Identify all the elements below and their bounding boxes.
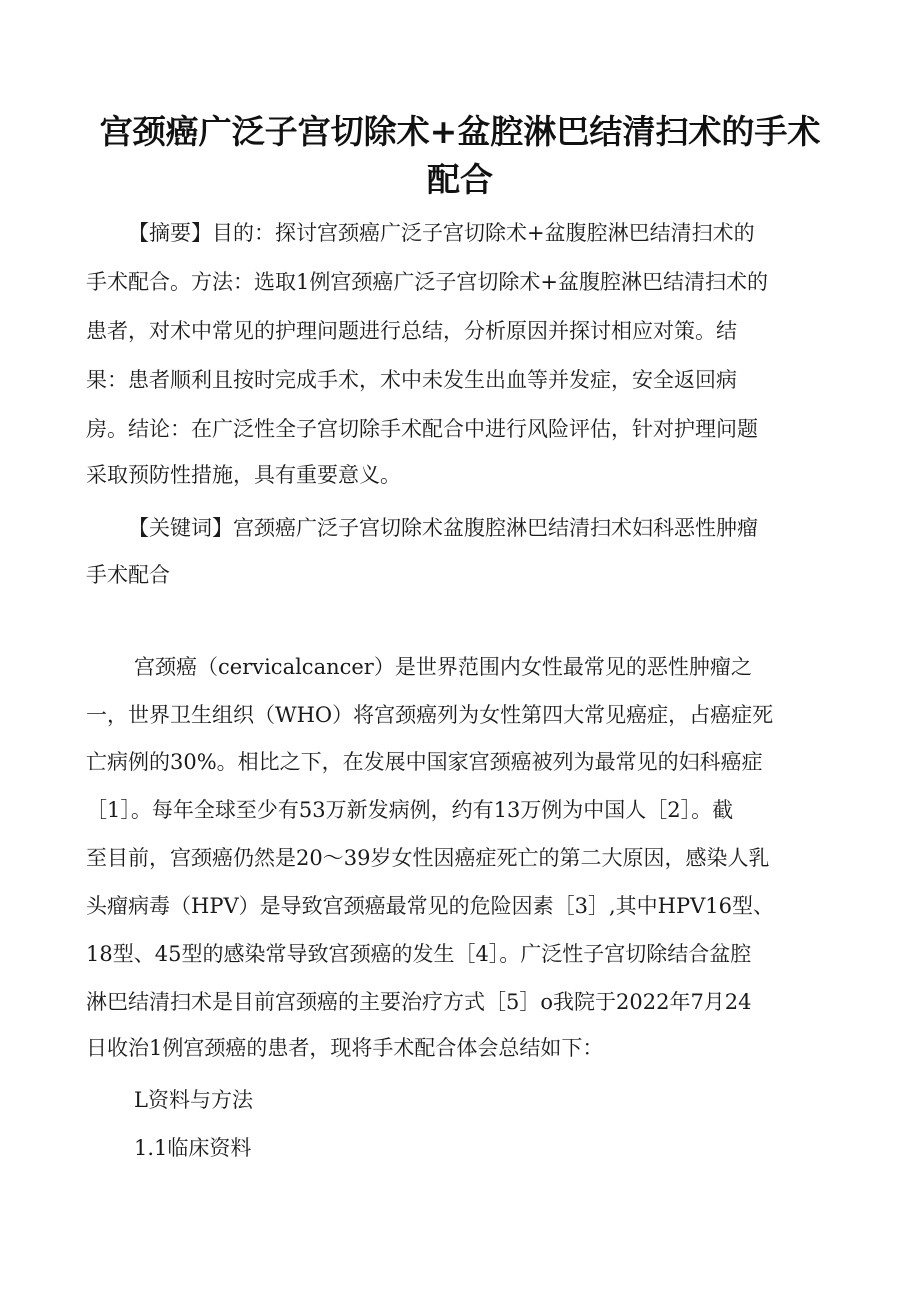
abstract-line-4: 果：患者顺利且按时完成手术，术中未发生出血等并发症，安全返回病 (86, 368, 737, 392)
body-line-4: ［1］。每年全球至少有53万新发病例，约有13万例为中国人［2］。截 (86, 798, 734, 822)
subsection-heading: 1.1临床资料 (134, 1136, 252, 1160)
body-line-3: 亡病例的30%。相比之下，在发展中国家宫颈癌被列为最常见的妇科癌症 (86, 750, 763, 774)
abstract-line-6: 采取预防性措施，具有重要意义。 (86, 463, 401, 487)
body-line-8: 淋巴结清扫术是目前宫颈癌的主要治疗方式［5］o我院于2022年7月24 (86, 990, 752, 1014)
abstract-line-3: 患者，对术中常见的护理问题进行总结，分析原因并探讨相应对策。结 (86, 319, 737, 343)
body-line-9: 日收治1例宫颈癌的患者，现将手术配合体会总结如下： (86, 1036, 604, 1060)
abstract-line-2: 手术配合。方法：选取1例宫颈癌广泛子宫切除术+盆腹腔淋巴结清扫术的 (86, 270, 768, 294)
abstract-line-1: 【摘要】目的：探讨宫颈癌广泛子宫切除术+盆腹腔淋巴结清扫术的 (128, 221, 755, 245)
body-line-1: 宫颈癌（cervicalcancer）是世界范围内女性最常见的恶性肿瘤之 (134, 655, 752, 679)
body-line-6: 头瘤病毒（HPV）是导致宫颈癌最常见的危险因素［3］,其中HPV16型、 (86, 894, 774, 918)
document-title-line-2: 配合 (427, 160, 493, 199)
abstract-line-5: 房。结论：在广泛性全子宫切除手术配合中进行风险评估，针对护理问题 (86, 417, 758, 441)
document-title-line-1: 宫颈癌广泛子宫切除术+盆腔淋巴结清扫术的手术 (99, 112, 821, 151)
section-heading: L资料与方法 (134, 1088, 253, 1112)
body-line-2: 一，世界卫生组织（WHO）将宫颈癌列为女性第四大常见癌症，占癌症死 (86, 703, 774, 727)
keywords-line-2: 手术配合 (86, 563, 170, 587)
body-line-5: 至目前，宫颈癌仍然是20～39岁女性因癌症死亡的第二大原因，感染人乳 (86, 846, 770, 870)
body-line-7: 18型、45型的感染常导致宫颈癌的发生［4］。广泛性子宫切除结合盆腔 (86, 942, 752, 966)
keywords-line-1: 【关键词】宫颈癌广泛子宫切除术盆腹腔淋巴结清扫术妇科恶性肿瘤 (128, 516, 758, 540)
